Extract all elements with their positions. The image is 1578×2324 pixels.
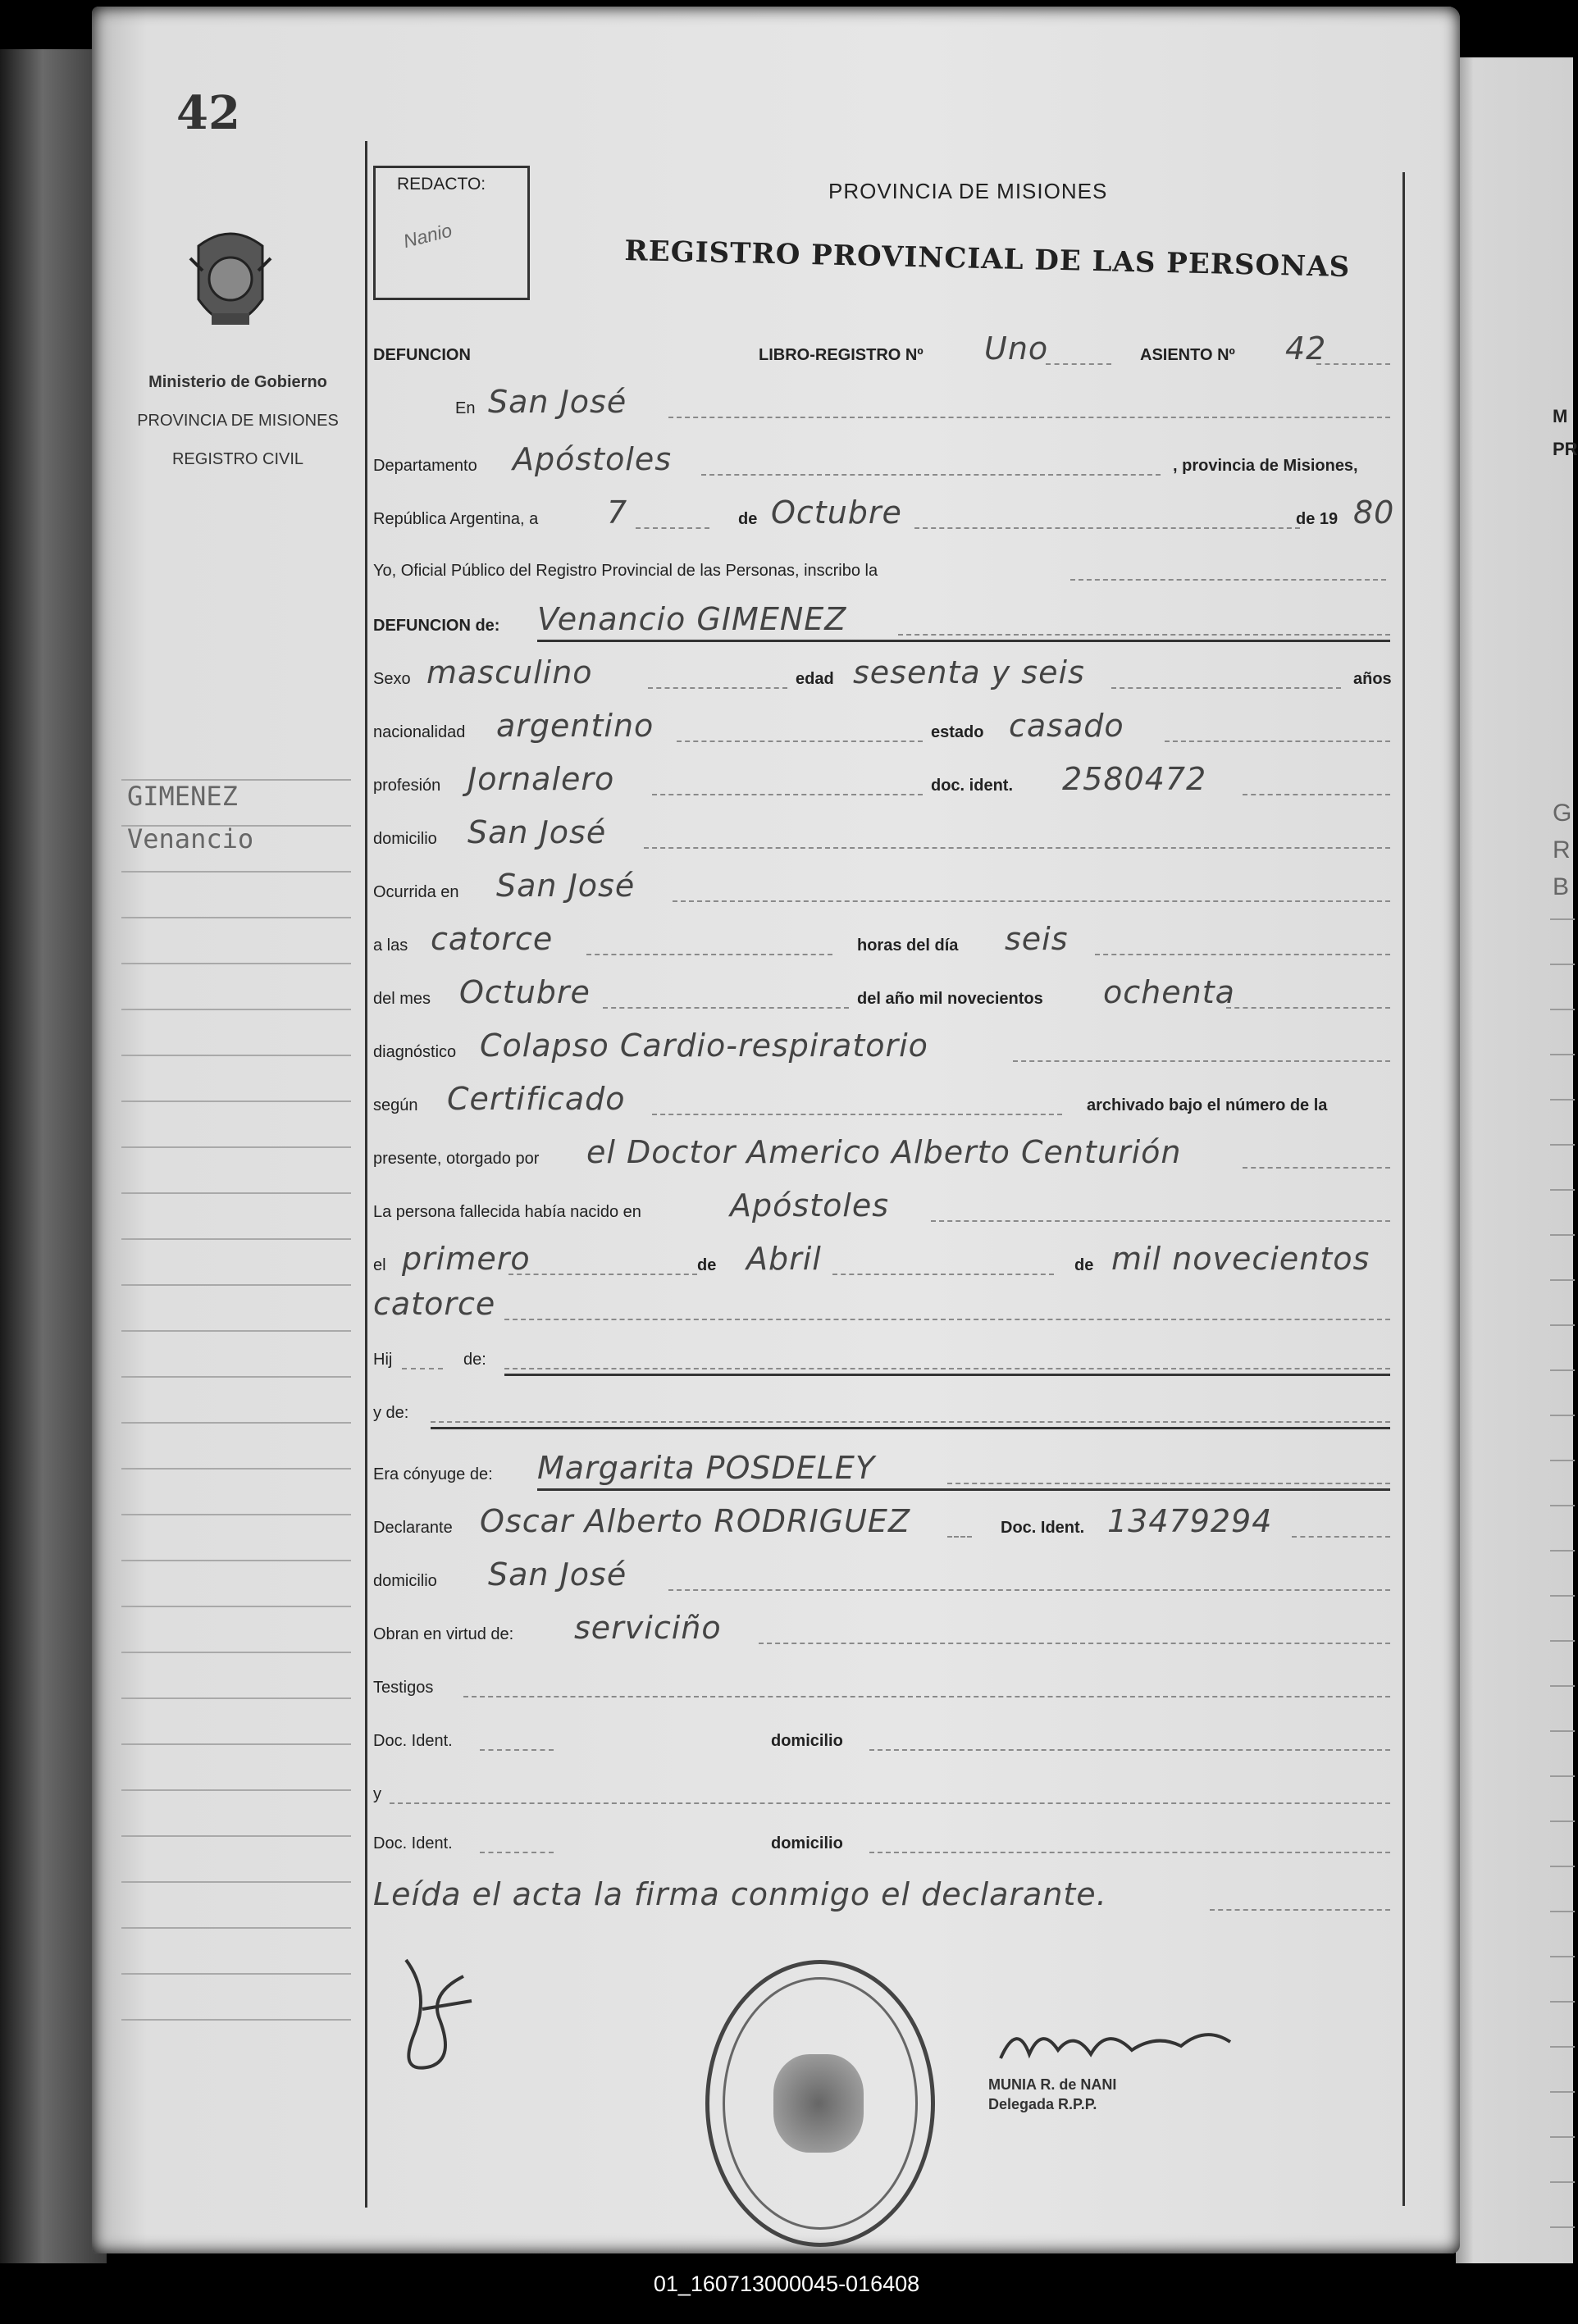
dotted-fill-line: [677, 740, 923, 742]
dotted-fill-line: [673, 900, 1390, 902]
adjacent-rule: [1550, 1460, 1575, 1461]
adjacent-rule: [1550, 2001, 1575, 2003]
printed-label: domicilio: [373, 1572, 437, 1590]
form-row: [373, 923, 1394, 964]
nombre-value: Venancio GIMENEZ: [537, 601, 847, 637]
printed-label: DEFUNCION: [373, 346, 471, 364]
redacto-label: REDACTO:: [397, 175, 486, 194]
adjacent-rule: [1550, 1054, 1575, 1055]
en-value: San José: [488, 384, 627, 420]
printed-label: edad: [796, 670, 834, 688]
dotted-fill-line: [504, 1368, 1390, 1369]
printed-label: Hij: [373, 1351, 393, 1369]
form-row: [373, 1451, 1394, 1492]
adjacent-rule: [1550, 1820, 1575, 1822]
adjacent-rule: [1550, 2226, 1575, 2228]
dotted-fill-line: [947, 1483, 1390, 1484]
form-row: [373, 1029, 1394, 1070]
dotted-fill-line: [1095, 954, 1390, 955]
folio-number: 42: [176, 86, 240, 140]
printed-label: Yo, Oficial Público del Registro Provincial de las Personas, inscribo la: [373, 562, 878, 580]
printed-label: domicilio: [771, 1834, 843, 1852]
dotted-fill-line: [1210, 1909, 1390, 1911]
underline: [504, 1374, 1390, 1376]
form-row: [373, 443, 1394, 484]
printed-label: Doc. Ident.: [373, 1732, 453, 1750]
adjacent-rule: [1550, 1730, 1575, 1732]
margin-rule: [121, 1697, 351, 1699]
anio2-value: mil novecientos: [1111, 1241, 1370, 1277]
sexo-value: masculino: [426, 654, 593, 690]
printed-label: La persona fallecida había nacido en: [373, 1203, 641, 1221]
printed-label: presente, otorgado por: [373, 1150, 540, 1168]
decl-doc-value: 13479294: [1107, 1503, 1273, 1539]
printed-label: profesión: [373, 777, 441, 795]
libro-value: Uno: [984, 330, 1049, 367]
dotted-fill-line: [1316, 363, 1390, 365]
adjacent-rule: [1550, 1595, 1575, 1597]
form-row: [373, 1505, 1394, 1546]
dotted-fill-line: [648, 687, 787, 689]
doc-value: 2580472: [1062, 761, 1207, 797]
printed-label: del año mil novecientos: [857, 990, 1043, 1008]
form-row: [373, 1820, 1394, 1861]
adjacent-page: M PR G R B: [1456, 57, 1573, 2263]
dotted-fill-line: [1046, 363, 1111, 365]
adjacent-rule: [1550, 1505, 1575, 1506]
margin-ruled-lines: [121, 779, 351, 2065]
form-row: [373, 1878, 1394, 1919]
ministry-heading: [119, 363, 357, 479]
adjacent-rule: [1550, 1144, 1575, 1146]
dotted-fill-line: [480, 1749, 554, 1751]
printed-label: de: [738, 510, 758, 528]
edad-value: sesenta y seis: [853, 654, 1085, 690]
margin-rule: [121, 1238, 351, 1240]
el-value: primero: [402, 1241, 531, 1277]
departamento-value: Apóstoles: [513, 441, 673, 477]
dotted-fill-line: [668, 1589, 1390, 1591]
printed-label: Obran en virtud de:: [373, 1625, 514, 1643]
obran-value: serviciño: [574, 1610, 722, 1646]
dotted-fill-line: [509, 1274, 697, 1275]
margin-rule: [121, 1652, 351, 1653]
printed-label: horas del día: [857, 936, 959, 955]
image-caption: 01_160713000045-016408: [653, 2272, 920, 2296]
dotted-fill-line: [869, 1852, 1390, 1853]
dotted-fill-line: [1013, 1060, 1390, 1062]
dotted-fill-line: [652, 794, 923, 795]
stamp-name: MUNIA R. de NANI: [988, 2076, 1117, 2093]
registry-title: REGISTRO PROVINCIAL DE LAS PERSONAS: [624, 235, 1351, 285]
form-row: [373, 816, 1394, 857]
anio2-cont: catorce: [373, 1286, 496, 1322]
adjacent-rule: [1550, 2181, 1575, 2183]
adjacent-rule: [1550, 1956, 1575, 1957]
dotted-fill-line: [1243, 794, 1390, 795]
printed-label: Doc. Ident.: [373, 1834, 453, 1852]
form-row: [373, 869, 1394, 910]
closing-value: Leída el acta la firma conmigo el declarante.: [373, 1876, 1107, 1912]
margin-rule: [121, 1376, 351, 1378]
margin-rule: [121, 1927, 351, 1929]
right-border-line: [1402, 172, 1405, 2206]
printed-label: y de:: [373, 1404, 409, 1422]
dotted-fill-line: [1243, 1167, 1390, 1169]
alas-value: catorce: [431, 921, 554, 957]
form-row: [373, 1558, 1394, 1599]
underline: [431, 1427, 1390, 1429]
form-row: [373, 1665, 1394, 1706]
adjacent-rule: [1550, 2136, 1575, 2138]
adjacent-rule: [1550, 1640, 1575, 1642]
form-row: [373, 603, 1394, 644]
dotted-fill-line: [644, 847, 1390, 849]
margin-rule: [121, 1468, 351, 1470]
segun-value: Certificado: [447, 1081, 626, 1117]
dotted-fill-line: [898, 634, 1390, 636]
province-crest-icon: [182, 221, 279, 344]
domicilio-value: San José: [467, 814, 607, 850]
mes2-value: Abril: [746, 1241, 822, 1277]
printed-label: LIBRO-REGISTRO Nº: [759, 346, 924, 364]
printed-label: Era cónyuge de:: [373, 1465, 493, 1483]
adjacent-rule: [1550, 918, 1575, 920]
margin-rule: [121, 1009, 351, 1010]
printed-label: doc. ident.: [931, 777, 1013, 795]
dotted-fill-line: [832, 1274, 1054, 1275]
left-border-line: [365, 141, 367, 2208]
form-row: [373, 1718, 1394, 1759]
margin-rule: [121, 1514, 351, 1515]
form-row: [373, 548, 1394, 589]
adjacent-rule: [1550, 1685, 1575, 1687]
dotted-fill-line: [931, 1220, 1390, 1222]
dotted-fill-line: [390, 1802, 1390, 1804]
margin-given-name: Venancio: [127, 823, 254, 854]
margin-rule: [121, 1055, 351, 1056]
profesion-value: Jornalero: [467, 761, 615, 797]
delmes-value: Octubre: [459, 974, 591, 1010]
redacto-box: [373, 166, 530, 300]
form-row: [373, 656, 1394, 697]
margin-rule: [121, 1560, 351, 1561]
printed-label: archivado bajo el número de la: [1087, 1096, 1328, 1114]
form-row: [373, 1242, 1394, 1283]
printed-label: el: [373, 1256, 386, 1274]
year-value: 80: [1353, 494, 1395, 531]
form-row: [373, 1771, 1394, 1812]
dotted-fill-line: [1070, 579, 1386, 581]
adjacent-rule: [1550, 2091, 1575, 2093]
adjacent-rule: [1550, 1911, 1575, 1912]
form-row: [373, 763, 1394, 804]
presente-value: el Doctor Americo Alberto Centurión: [586, 1134, 1182, 1170]
margin-rule: [121, 1835, 351, 1837]
officer-stamp: [988, 2075, 1116, 2114]
form-row: [373, 1287, 1394, 1328]
margin-rule: [121, 1192, 351, 1194]
ministry-line: Ministerio de Gobierno: [148, 373, 327, 391]
adjacent-rule: [1550, 1369, 1575, 1371]
ocurrida-value: San José: [496, 868, 636, 904]
dotted-fill-line: [1111, 687, 1341, 689]
margin-rule: [121, 1146, 351, 1148]
form-row: [373, 976, 1394, 1017]
dotted-fill-line: [431, 1421, 1390, 1423]
book-binding: [0, 49, 107, 2263]
printed-label: , provincia de Misiones,: [1173, 457, 1358, 475]
dotted-fill-line: [1226, 1007, 1390, 1009]
margin-rule: [121, 2019, 351, 2021]
dotted-fill-line: [463, 1696, 1390, 1697]
margin-note: [127, 775, 253, 860]
conyuge-value: Margarita POSDELEY: [537, 1450, 876, 1486]
dotted-fill-line: [603, 1007, 849, 1009]
underline: [537, 1488, 1390, 1491]
adjacent-rule: [1550, 1189, 1575, 1191]
printed-label: Declarante: [373, 1519, 453, 1537]
margin-rule: [121, 1789, 351, 1791]
delano-value: ochenta: [1103, 974, 1235, 1010]
form-row: [373, 496, 1394, 537]
margin-rule: [121, 1422, 351, 1424]
diagnostico-value: Colapso Cardio-respiratorio: [480, 1028, 928, 1064]
registro-civil-line: REGISTRO CIVIL: [171, 450, 304, 468]
dotted-fill-line: [668, 417, 1390, 418]
printed-label: Ocurrida en: [373, 883, 459, 901]
form-row: [373, 1390, 1394, 1431]
dotted-fill-line: [480, 1852, 554, 1853]
margin-surname: GIMENEZ: [127, 781, 238, 812]
printed-label: de:: [463, 1351, 486, 1369]
printed-label: Departamento: [373, 457, 477, 475]
declarant-signature: [381, 1944, 496, 2099]
dotted-fill-line: [914, 527, 1300, 529]
estado-value: casado: [1009, 708, 1124, 744]
printed-label: DEFUNCION de:: [373, 617, 500, 635]
printed-label: y: [373, 1785, 381, 1803]
adjacent-rule: [1550, 1279, 1575, 1281]
dotted-fill-line: [1165, 740, 1390, 742]
form-row: [373, 385, 1394, 426]
adjacent-rule: [1550, 1415, 1575, 1416]
adjacent-rule: [1550, 1866, 1575, 1867]
printed-label: del mes: [373, 990, 431, 1008]
underline: [537, 640, 1390, 642]
form-row: [373, 1611, 1394, 1652]
printed-label: ASIENTO Nº: [1140, 346, 1235, 364]
printed-label: diagnóstico: [373, 1043, 457, 1061]
adjacent-rule: [1550, 1550, 1575, 1552]
province-heading: PROVINCIA DE MISIONES: [828, 179, 1108, 203]
nacionalidad-value: argentino: [496, 708, 654, 744]
margin-rule: [121, 1743, 351, 1745]
printed-label: a las: [373, 936, 408, 955]
mes-value: Octubre: [771, 494, 902, 531]
decl-dom-value: San José: [488, 1556, 627, 1593]
dotted-fill-line: [586, 954, 832, 955]
printed-label: según: [373, 1096, 418, 1114]
printed-label: Testigos: [373, 1679, 434, 1697]
dotted-fill-line: [701, 474, 1161, 476]
margin-rule: [121, 871, 351, 873]
dotted-fill-line: [869, 1749, 1390, 1751]
province-line: PROVINCIA DE MISIONES: [137, 412, 339, 430]
adjacent-rule: [1550, 1099, 1575, 1100]
dotted-fill-line: [1292, 1536, 1390, 1538]
form-row: [373, 1136, 1394, 1177]
seal-crest-icon: [773, 2054, 864, 2153]
margin-rule: [121, 1284, 351, 1286]
dotted-fill-line: [759, 1643, 1390, 1644]
form-row: [373, 709, 1394, 750]
printed-label: estado: [931, 723, 984, 741]
adjacent-rule: [1550, 964, 1575, 965]
margin-rule: [121, 1973, 351, 1975]
printed-label: años: [1353, 670, 1392, 688]
form-row: [373, 1337, 1394, 1378]
printed-label: domicilio: [373, 830, 437, 848]
printed-label: de: [697, 1256, 717, 1274]
margin-rule: [121, 1606, 351, 1607]
official-seal: [705, 1960, 935, 2247]
asiento-value: 42: [1285, 330, 1327, 367]
margin-rule: [121, 917, 351, 918]
adjacent-rule: [1550, 1009, 1575, 1010]
form-row: [373, 1082, 1394, 1123]
printed-label: Sexo: [373, 670, 411, 688]
printed-label: nacionalidad: [373, 723, 466, 741]
form-row: [373, 332, 1394, 373]
adjacent-rule: [1550, 1324, 1575, 1326]
printed-label: de: [1074, 1256, 1094, 1274]
adjacent-rule: [1550, 1234, 1575, 1236]
printed-label: República Argentina, a: [373, 510, 539, 528]
dotted-fill-line: [402, 1368, 443, 1369]
redacto-name: Nanio: [401, 219, 454, 253]
stamp-title: Delegada R.P.P.: [988, 2096, 1097, 2112]
declarante-value: Oscar Alberto RODRIGUEZ: [480, 1503, 910, 1539]
dotted-fill-line: [947, 1536, 972, 1538]
dotted-fill-line: [636, 527, 709, 529]
dotted-fill-line: [504, 1319, 1390, 1320]
printed-label: Doc. Ident.: [1001, 1519, 1085, 1537]
margin-rule: [121, 963, 351, 964]
dotted-fill-line: [652, 1114, 1062, 1115]
form-row: [373, 1189, 1394, 1230]
margin-rule: [121, 1330, 351, 1332]
margin-rule: [121, 1100, 351, 1102]
printed-label: En: [455, 399, 476, 417]
horas-value: seis: [1005, 921, 1069, 957]
printed-label: de 19: [1296, 510, 1339, 528]
dia-value: 7: [607, 494, 628, 531]
adjacent-rule: [1550, 1775, 1575, 1777]
margin-rule: [121, 1881, 351, 1883]
nacido-value: Apóstoles: [730, 1187, 890, 1224]
printed-label: domicilio: [771, 1732, 843, 1750]
officer-signature: [992, 2017, 1238, 2075]
adjacent-rule: [1550, 2046, 1575, 2048]
